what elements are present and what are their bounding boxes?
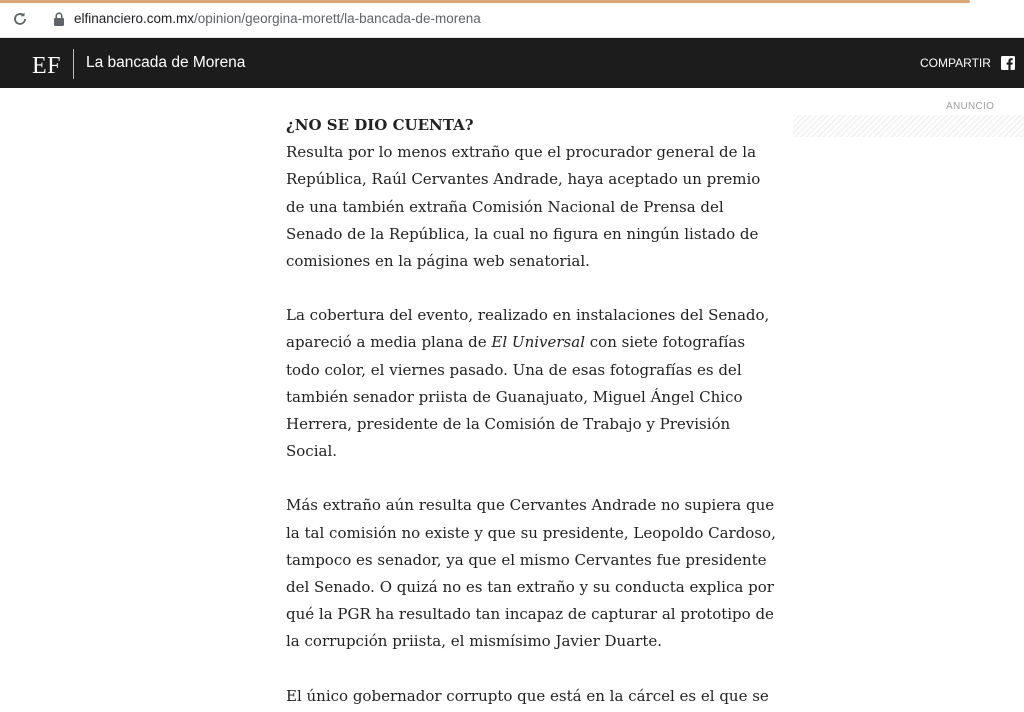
- url-field[interactable]: [74, 11, 481, 27]
- article-body: [286, 112, 776, 712]
- share-button[interactable]: COMPARTIR: [920, 56, 991, 70]
- facebook-icon[interactable]: [1001, 56, 1015, 70]
- publication-name: El Universal: [491, 333, 585, 352]
- paragraph-2-text-a: La cobertura del evento, realizado en instalaciones del Senado, apareció a media plana de: [286, 306, 770, 352]
- lock-icon[interactable]: [52, 11, 66, 27]
- paragraph-2-text-b: con siete fotografías todo color, el viernes pasado. Una de esas fotografías es del también senador priista de Guanajuato, Miguel Ángel Chico Herrera, presidente de la Comisión de Trabajo y Previsión Social.: [286, 333, 746, 461]
- article-paragraph-1: Resulta por lo menos extraño que el procurador general de la República, Raúl Cervantes Andrade, haya aceptado un premio de una también extraña Comisión Nacional de Prensa del Senado de la República, la cual no figura en ningún listado de comisiones en la página web senatorial.: [286, 143, 761, 271]
- article-paragraph-4: El único gobernador corrupto que está en la cárcel es el que se: [286, 686, 769, 705]
- ad-placeholder[interactable]: [793, 115, 1024, 137]
- url-domain: elfinanciero.com.mx: [74, 11, 195, 26]
- logo-divider: [73, 49, 74, 79]
- header-title: La bancada de Morena: [86, 54, 246, 71]
- ad-label: ANUNCIO: [946, 101, 995, 112]
- site-header: [0, 38, 1024, 88]
- article-paragraph-3: Más extraño aún resulta que Cervantes Andrade no supiera que la tal comisión no existe y que su presidente, Leopoldo Cardoso, tampoco es senador, ya que el mismo Cervantes fue presidente del Senado. O quizá no es tan extraño y su conducta explica por qué la PGR ha resultado tan incapaz de capturar al prototipo de la corrupción priista, el mismísimo Javier Duarte.: [286, 496, 776, 651]
- site-logo[interactable]: EF: [32, 53, 62, 79]
- browser-address-bar: [0, 0, 1024, 38]
- reload-icon[interactable]: [12, 11, 28, 27]
- page-load-progress: [0, 0, 970, 3]
- article-subhead: ¿NO SE DIO CUENTA?: [286, 116, 474, 134]
- url-path: /opinion/georgina-morett/la-bancada-de-morena: [194, 11, 481, 26]
- article-paragraph-2: [286, 302, 776, 465]
